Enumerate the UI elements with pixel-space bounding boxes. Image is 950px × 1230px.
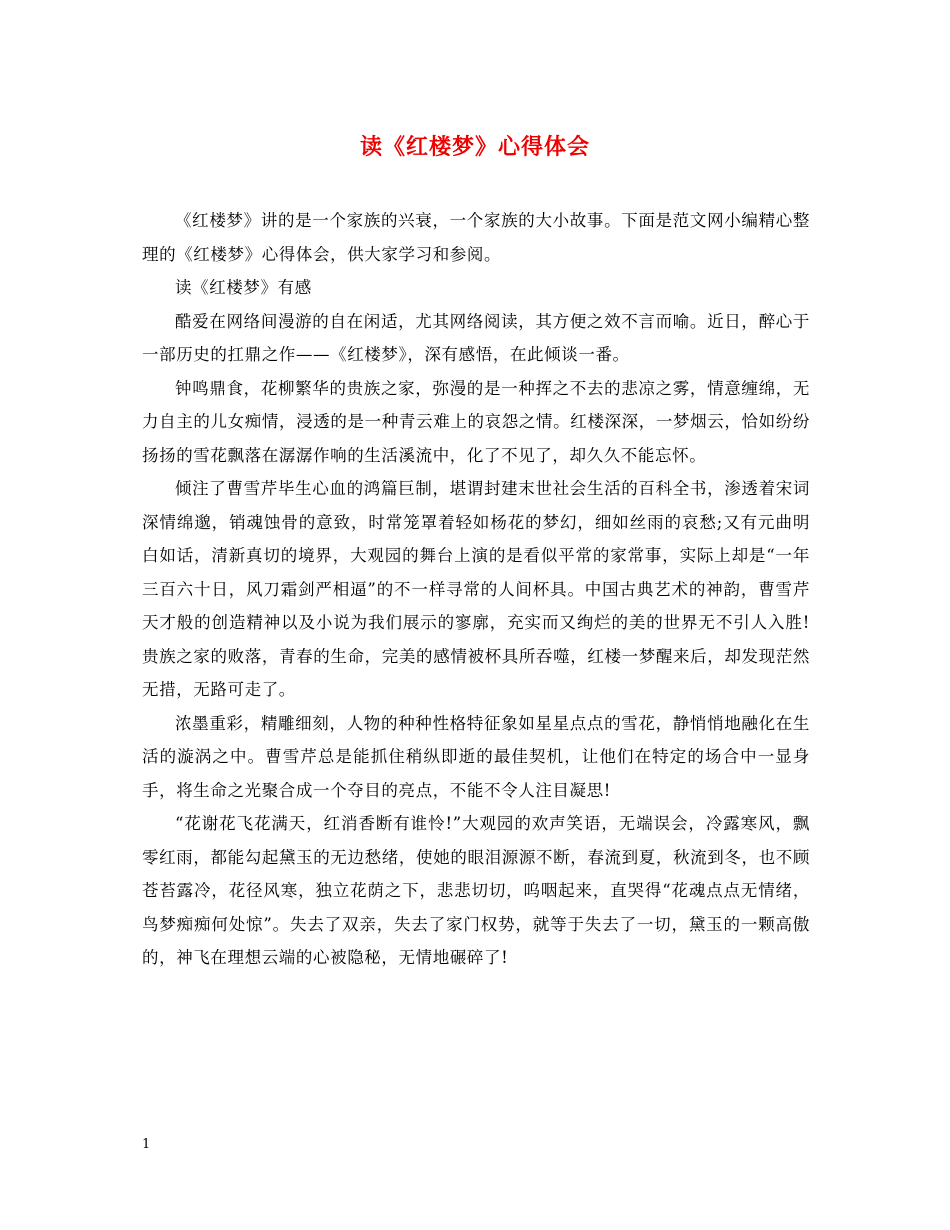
document-body — [142, 204, 810, 975]
document-title: 读《红楼梦》心得体会 — [359, 134, 590, 160]
body-paragraph: 酷爱在网络间漫游的自在闲适，尤其网络阅读，其方便之效不言而喻。近日，醉心于一部历史的扛鼎之作——《红楼梦》，深有感悟，在此倾谈一番。 — [142, 311, 810, 364]
section-heading: 读《红楼梦》有感 — [175, 278, 312, 297]
page-number: 1 — [142, 1137, 151, 1152]
intro-paragraph: 《红楼梦》讲的是一个家族的兴衰，一个家族的大小故事。下面是范文网小编精心整理的《红楼梦》心得体会，供大家学习和参阅。 — [142, 211, 810, 264]
body-paragraph: 钟鸣鼎食，花柳繁华的贵族之家，弥漫的是一种挥之不去的悲凉之雾，情意缠绵，无力自主的儿女痴情，浸透的是一种青云难上的哀怨之情。红楼深深，一梦烟云，恰如纷纷扬扬的雪花飘落在潺潺作响的生活溪流中，化了不见了，却久久不能忘怀。 — [142, 378, 810, 465]
body-paragraph: “花谢花飞花满天，红消香断有谁怜!”大观园的欢声笑语，无端误会，冷露寒风，飘零红雨，都能勾起黛玉的无边愁绪，使她的眼泪源源不断，春流到夏，秋流到冬，也不顾苍苔露冷，花径风寒，独立花荫之下，悲悲切切，呜咽起来，直哭得“花魂点点无情绪，鸟梦痴痴何处惊”。失去了双亲，失去了家门权势，就等于失去了一切，黛玉的一颗高傲的，神飞在理想云端的心被隐秘，无情地碾碎了! — [142, 814, 810, 967]
body-paragraph: 倾注了曹雪芹毕生心血的鸿篇巨制，堪谓封建末世社会生活的百科全书，渗透着宋词深情绵邈，销魂蚀骨的意致，时常笼罩着轻如杨花的梦幻，细如丝雨的哀愁;又有元曲明白如话，清新真切的境界，大观园的舞台上演的是看似平常的家常事，实际上却是“一年三百六十日，风刀霜剑严相逼”的不一样寻常的人间杯具。中国古典艺术的神韵，曹雪芹天才般的创造精神以及小说为我们展示的寥廓，充实而又绚烂的美的世界无不引人入胜!贵族之家的败落，青春的生命，完美的感情被杯具所吞噬，红楼一梦醒来后，却发现茫然无措，无路可走了。 — [142, 479, 810, 699]
body-paragraph: 浓墨重彩，精雕细刻，人物的种种性格特征象如星星点点的雪花，静悄悄地融化在生活的漩涡之中。曹雪芹总是能抓住稍纵即逝的最佳契机，让他们在特定的场合中一显身手，将生命之光聚合成一个夺目的亮点，不能不令人注目凝思! — [142, 713, 810, 800]
